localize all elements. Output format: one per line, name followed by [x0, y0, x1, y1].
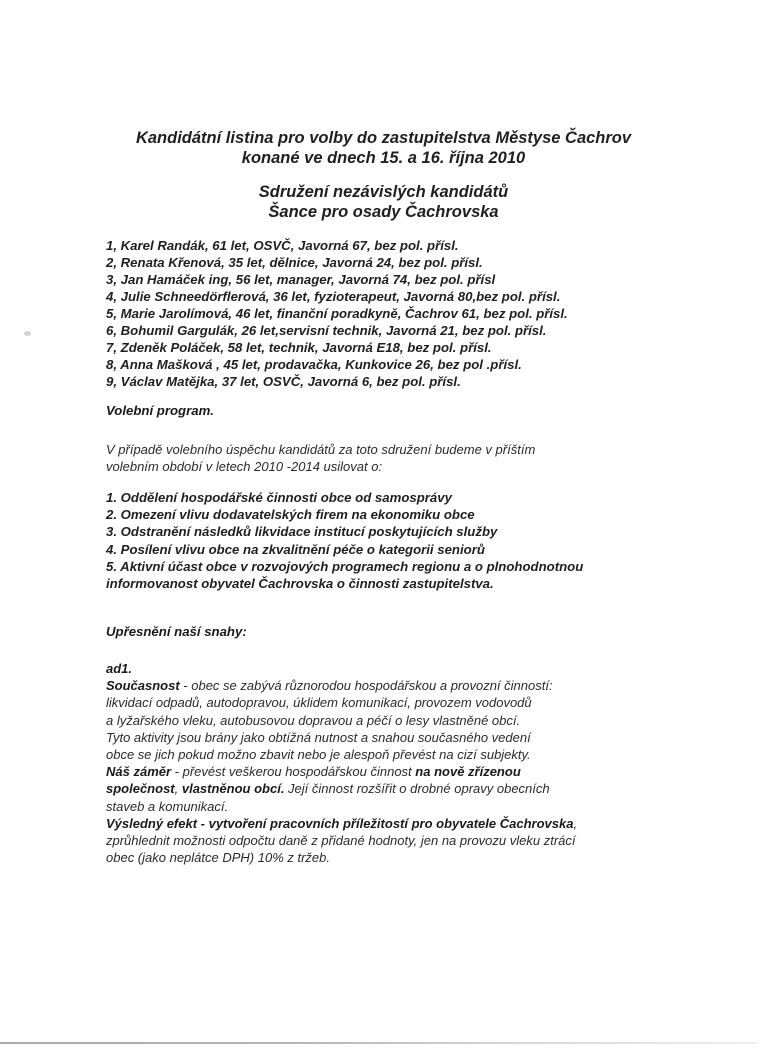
- candidate-item: 9, Václav Matějka, 37 let, OSVČ, Javorná 6, bez pol. přísl.: [106, 374, 461, 389]
- program-goals: [106, 489, 666, 592]
- intent-bold: vlastněnou obcí.: [181, 781, 285, 797]
- candidate-item: 4, Julie Schneedörflerová, 36 let, fyzioterapeut, Javorná 80,bez pol. přísl.: [106, 289, 561, 304]
- ad1-label-line: [106, 660, 666, 677]
- goal-item: 1. Oddělení hospodářské činnosti obce od samosprávy: [106, 490, 452, 505]
- candidate-item: 5, Marie Jarolímová, 46 let, finanční poradkyně, Čachrov 61, bez pol. přísl.: [106, 306, 568, 321]
- intent-line: [106, 763, 666, 780]
- program-intro: [106, 441, 666, 475]
- candidate-item: 7, Zdeněk Poláček, 58 let, technik, Javorná E18, bez pol. přísl.: [106, 340, 492, 355]
- body-line: obce se jich pokud možno zbavit nebo je alespoň převést na cizí subjekty.: [106, 747, 531, 763]
- effect-text-line: obec (jako neplátce DPH) 10% z tržeb.: [106, 850, 330, 866]
- association-line: Sdružení nezávislých kandidátů: [258, 183, 509, 201]
- goal-item: informovanost obyvatel Čachrovska o činnosti zastupitelstva.: [106, 576, 494, 592]
- scan-edge-line: [0, 1042, 757, 1044]
- candidate-item: 3, Jan Hamáček ing, 56 let, manager, Javorná 74, bez pol. přísl: [106, 272, 496, 287]
- intent-label: Náš záměr: [106, 764, 172, 780]
- intent-line-3: staveb a komunikací.: [106, 798, 229, 814]
- specification-heading: Upřesnění naší snahy:: [106, 624, 247, 639]
- body-line: Tyto aktivity jsou brány jako obtížná nutnost a snahou současného vedení: [106, 729, 531, 745]
- association-name: [0, 182, 767, 222]
- current-line: [106, 677, 666, 694]
- ad1-label: ad1.: [106, 661, 133, 676]
- effect-bold: Výsledný efekt - vytvoření pracovních příležitostí pro obyvatele Čachrovska: [106, 815, 574, 831]
- intent-line-2: [106, 780, 666, 797]
- program-heading: Volební program.: [106, 403, 214, 418]
- goal-item: 5. Aktivní účast obce v rozvojových programech regionu a o plnohodnotnou: [106, 558, 584, 574]
- effect-line: [106, 815, 666, 832]
- candidate-item: 8, Anna Mašková , 45 let, prodavačka, Kunkovice 26, bez pol .přísl.: [106, 357, 522, 372]
- ad1-section: [106, 660, 666, 866]
- candidate-item: 2, Renata Křenová, 35 let, dělnice, Javorná 24, bez pol. přísl.: [106, 255, 483, 270]
- intent-bold: na nově zřízenou: [415, 764, 521, 780]
- intro-line: V případě volebního úspěchu kandidátů za toto sdružení budeme v příštím: [106, 442, 536, 457]
- effect-text-line: zprůhlednit možnosti odpočtu daně z přidané hodnoty, jen na provozu vleku ztrácí: [106, 833, 576, 849]
- current-text: - obec se zabývá různorodou hospodářskou a provozní činností:: [179, 678, 553, 694]
- goal-item: 4. Posílení vlivu obce na zkvalitnění péče o kategorii seniorů: [106, 541, 485, 557]
- association-line: Šance pro osady Čachrovska: [268, 203, 499, 221]
- title-line: konané ve dnech 15. a 16. října 2010: [241, 149, 526, 167]
- intent-bold: společnost: [106, 781, 175, 797]
- candidate-list: [106, 237, 666, 390]
- body-line: a lyžařského vleku, autobusovou dopravou a péčí o lesy vlastněné obcí.: [106, 712, 521, 728]
- body-line: likvidací odpadů, autodopravou, úklidem komunikací, provozem vodovodů: [106, 695, 532, 711]
- document-title: [0, 128, 767, 168]
- intent-rest: Její činnost rozšířit o drobné opravy obecních: [284, 781, 550, 797]
- effect-comma: ,: [573, 815, 578, 831]
- title-line: Kandidátní listina pro volby do zastupitelstva Městyse Čachrov: [135, 129, 632, 147]
- intent-separator: ,: [174, 781, 182, 797]
- intro-line: volebním období v letech 2010 -2014 usilovat o:: [106, 459, 383, 474]
- intent-text: - převést veškerou hospodářskou činnost: [171, 764, 416, 780]
- candidate-item: 1, Karel Randák, 61 let, OSVČ, Javorná 67, bez pol. přísl.: [106, 238, 459, 253]
- candidate-item: 6, Bohumil Gargulák, 26 let,servisní technik, Javorná 21, bez pol. přísl.: [106, 323, 547, 338]
- goal-item: 3. Odstranění následků likvidace institucí poskytujících služby: [106, 524, 498, 540]
- scan-smudge: [24, 331, 31, 336]
- current-label: Současnost: [106, 678, 180, 694]
- goal-item: 2. Omezení vlivu dodavatelských firem na ekonomiku obce: [106, 507, 475, 523]
